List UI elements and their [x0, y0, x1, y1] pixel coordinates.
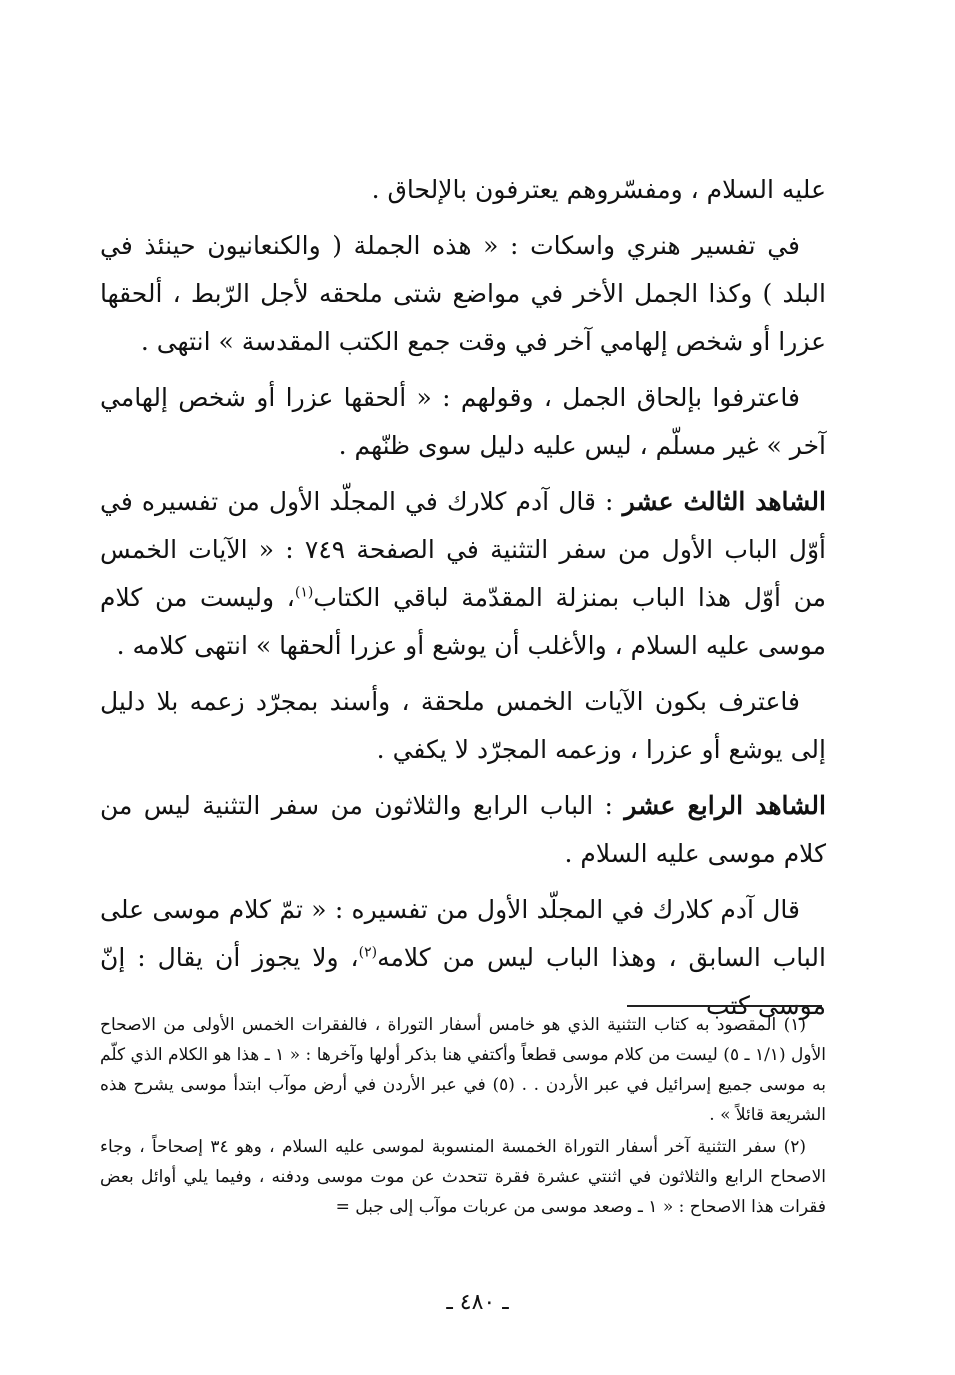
witness-13-text-b: ، وليست من كلام موسى عليه السلام ، والأغلب أن يوشع أو عزرا ألحقها » انتهى كلامه .	[100, 583, 826, 660]
footnote-ref-1: (١)	[294, 584, 314, 601]
witness-14-text: : الباب الرابع والثلاثون من سفر التثنية ليس من كلام موسى عليه السلام .	[100, 791, 826, 868]
footnote-separator	[627, 1005, 822, 1007]
paragraph-witness-14	[100, 782, 826, 878]
footnotes	[100, 1010, 826, 1224]
page-number: ـ ٤٨٠ ـ	[446, 1290, 509, 1315]
witness-14-heading: الشاهد الرابع عشر	[624, 791, 826, 820]
paragraph-1-text: عليه السلام ، ومفسّروهم يعترفون بالإلحاق .	[371, 175, 826, 204]
paragraph-7	[100, 886, 826, 1030]
footnote-2: (٢) سفر التثنية آخر أسفار التوراة الخمسة المنسوبة لموسى عليه السلام ، وهو ٣٤ إصحاحاً ، وجاء الاصحاح الرابع والثلاثون في اثنتي عشرة فقرة تتحدث عن موت موسى ودفنه ، وفيما يلي أوائل بعض فقرات هذا الاصحاح : « ١ ـ وصعد موسى من عربات موآب إلى جبل =	[100, 1137, 826, 1217]
witness-13-text-a: : قال آدم كلارك في المجلّد الأول من تفسيره في أوّل الباب الأول من سفر التثنية في الصفحة ٧٤٩ : « الآيات الخمس من أوّل هذا الباب بمنزلة المقدّمة لباقي الكتاب	[100, 487, 826, 612]
paragraph-1	[100, 166, 826, 214]
paragraph-7-text-b: ، ولا يجوز أن يقال : إنّ موسى كتب	[100, 943, 826, 1020]
paragraph-3-text: فاعترفوا بإلحاق الجمل ، وقولهم : « ألحقها عزرا أو شخص إلهامي آخر » غير مسلّم ، ليس عليه دليل سوى ظنّهم .	[100, 383, 826, 460]
paragraph-2	[100, 222, 826, 366]
paragraph-3	[100, 374, 826, 470]
footnote-ref-2: (٢)	[358, 944, 378, 961]
paragraph-5-text: فاعترف بكون الآيات الخمس ملحقة ، وأسند بمجرّد زعمه بلا دليل إلى يوشع أو عزرا ، وزعمه المجرّد لا يكفي .	[100, 687, 826, 764]
main-text	[100, 166, 826, 1038]
paragraph-5	[100, 678, 826, 774]
witness-13-heading: الشاهد الثالث عشر	[622, 487, 826, 516]
paragraph-witness-13	[100, 478, 826, 670]
footnote-1: (١) المقصود به كتاب التثنية الذي هو خامس أسفار التوراة ، فالفقرات الخمس الأولى من الاصحاح الأول (١/١ ـ ٥) ليست من كلام موسى قطعاً وأكتفي هنا بذكر أولها وآخرها : « ١ ـ هذا هو الكلام الذي كلّم به موسى جميع إسرائيل في عبر الأردن . . (٥) في عبر الأردن في أرض موآب ابتدأ موسى يشرح هذه الشريعة قائلاً » .	[100, 1015, 827, 1125]
paragraph-2-text: في تفسير هنري واسكات : « هذه الجملة ( والكنعانيون حينئذ في البلد ) وكذا الجمل الأخر في مواضع شتى ملحقه لأجل الرّبط ، ألحقها عزرا أو شخص إلهامي آخر في وقت جمع الكتب المقدسة » انتهى .	[100, 231, 826, 356]
paragraph-7-text-a: قال آدم كلارك في المجلّد الأول من تفسيره : « تمّ كلام موسى على الباب السابق ، وهذا الباب ليس من كلامه	[100, 895, 826, 972]
